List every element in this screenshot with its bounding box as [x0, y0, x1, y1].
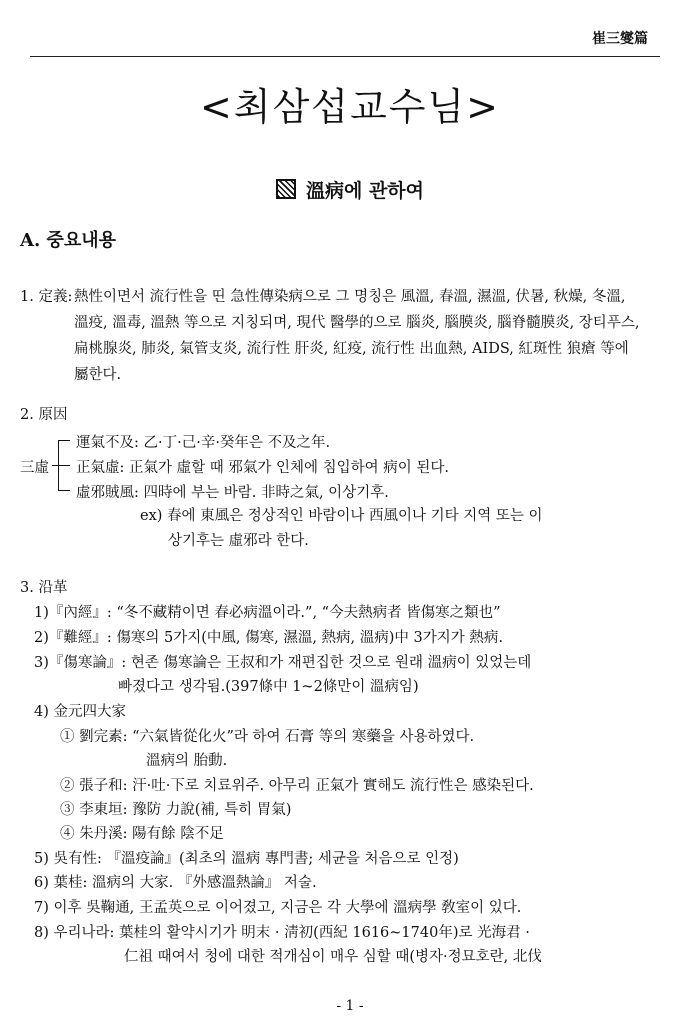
cause-example-line-2: 상기후는 虛邪라 한다. — [168, 533, 309, 549]
cause-heading: 2. 原因 — [20, 407, 68, 423]
subtitle — [0, 176, 700, 203]
cause-item-1: 運氣不及: 乙·丁·己·辛·癸年은 不及之年. — [76, 435, 331, 451]
history-heading: 3. 沿革 — [20, 580, 68, 596]
cause-group-label: 三虛 — [20, 460, 49, 476]
header-rule — [30, 56, 660, 57]
history-subitem-1: ① 劉完素: “六氣皆從化火”라 하여 石膏 等의 寒藥을 사용하였다. — [60, 729, 475, 745]
history-item-3: 3)『傷寒論』: 현존 傷寒論은 王叔和가 재편집한 것으로 원래 溫病이 있었는데 — [34, 655, 532, 671]
page-number: - 1 - — [336, 998, 364, 1014]
page-title: <최삼섭교수님> — [200, 85, 500, 129]
history-item-2: 2)『難經』: 傷寒의 5가지(中風, 傷寒, 濕溫, 熱病, 溫病)中 3가지가 熱病. — [34, 630, 503, 646]
cause-item-3: 虛邪賊風: 四時에 부는 바람. 非時之氣, 이상기후. — [76, 485, 389, 501]
history-subitem-3: ③ 李東垣: 豫防 力說(補, 특히 胃氣) — [60, 802, 292, 818]
section-a-heading: A. 중요내용 — [20, 230, 117, 251]
history-item-4: 4) 金元四大家 — [34, 704, 126, 720]
history-subitem-1-continued: 溫病의 胎動. — [146, 753, 228, 769]
bracket-tick — [58, 440, 70, 441]
history-subitem-2: ② 張子和: 汗·吐·下로 치료위주. 아무리 正氣가 實해도 流行性은 感染된다. — [60, 778, 534, 794]
history-item-5: 5) 吳有性: 『溫疫論』(최초의 溫病 專門書; 세균을 처음으로 인정) — [34, 851, 459, 867]
history-item-7: 7) 이후 吳鞠通, 王孟英으로 이어졌고, 지금은 각 大學에 溫病學 敎室이 있다. — [34, 900, 522, 916]
history-item-8-continued: 仁祖 때여서 청에 대한 적개심이 매우 심할 때(병자·정묘호란, 北伐 — [124, 949, 542, 965]
cause-item-2: 正氣虛: 正氣가 虛할 때 邪氣가 인체에 침입하여 病이 된다. — [76, 460, 449, 476]
history-item-3-continued: 빠졌다고 생각됨.(397條中 1~2條만이 溫病임) — [118, 679, 419, 695]
history-subitem-4: ④ 朱丹溪: 陽有餘 陰不足 — [60, 826, 224, 842]
definition-label: 1. 定義: — [20, 289, 73, 305]
history-item-8: 8) 우리나라: 葉桂의 활약시기가 明末 · 淸初(西紀 1616~1740年)로 光海君 · — [34, 925, 530, 941]
page-header-label: 崔三燮篇 — [592, 31, 648, 47]
hatched-square-icon — [276, 179, 296, 199]
cause-example-line-1: ex) 春에 東風은 정상적인 바람이나 西風이나 기타 지역 또는 이 — [140, 508, 543, 524]
subtitle-text: 溫病에 관하여 — [305, 180, 425, 202]
bracket-tick — [58, 490, 70, 491]
history-item-1: 1)『內經』: “冬不藏精이면 春必病溫이라.”, “今夫熱病者 皆傷寒之類也” — [34, 605, 501, 621]
bracket-tick — [52, 465, 70, 466]
definition-text: 熱性이면서 流行性을 띤 急性傳染病으로 그 명칭은 風溫, 春溫, 濕溫, 伏暑, 秋燥, 冬溫, 溫疫, 溫毒, 溫熱 等으로 지칭되며, 現代 醫學的으로 腦炎, 腦膜炎, 腦脊髓膜炎, 장티푸스, 扁桃腺炎, 肺炎, 氣管支炎, 流行性 肝炎, 紅疫, 流行性 出血熱, AIDS, 紅斑性 狼瘡 等에 屬한다. — [74, 289, 640, 383]
history-item-6: 6) 葉桂: 溫病의 大家. 『外感溫熱論』 저술. — [34, 875, 317, 891]
definition-paragraph — [20, 284, 640, 388]
